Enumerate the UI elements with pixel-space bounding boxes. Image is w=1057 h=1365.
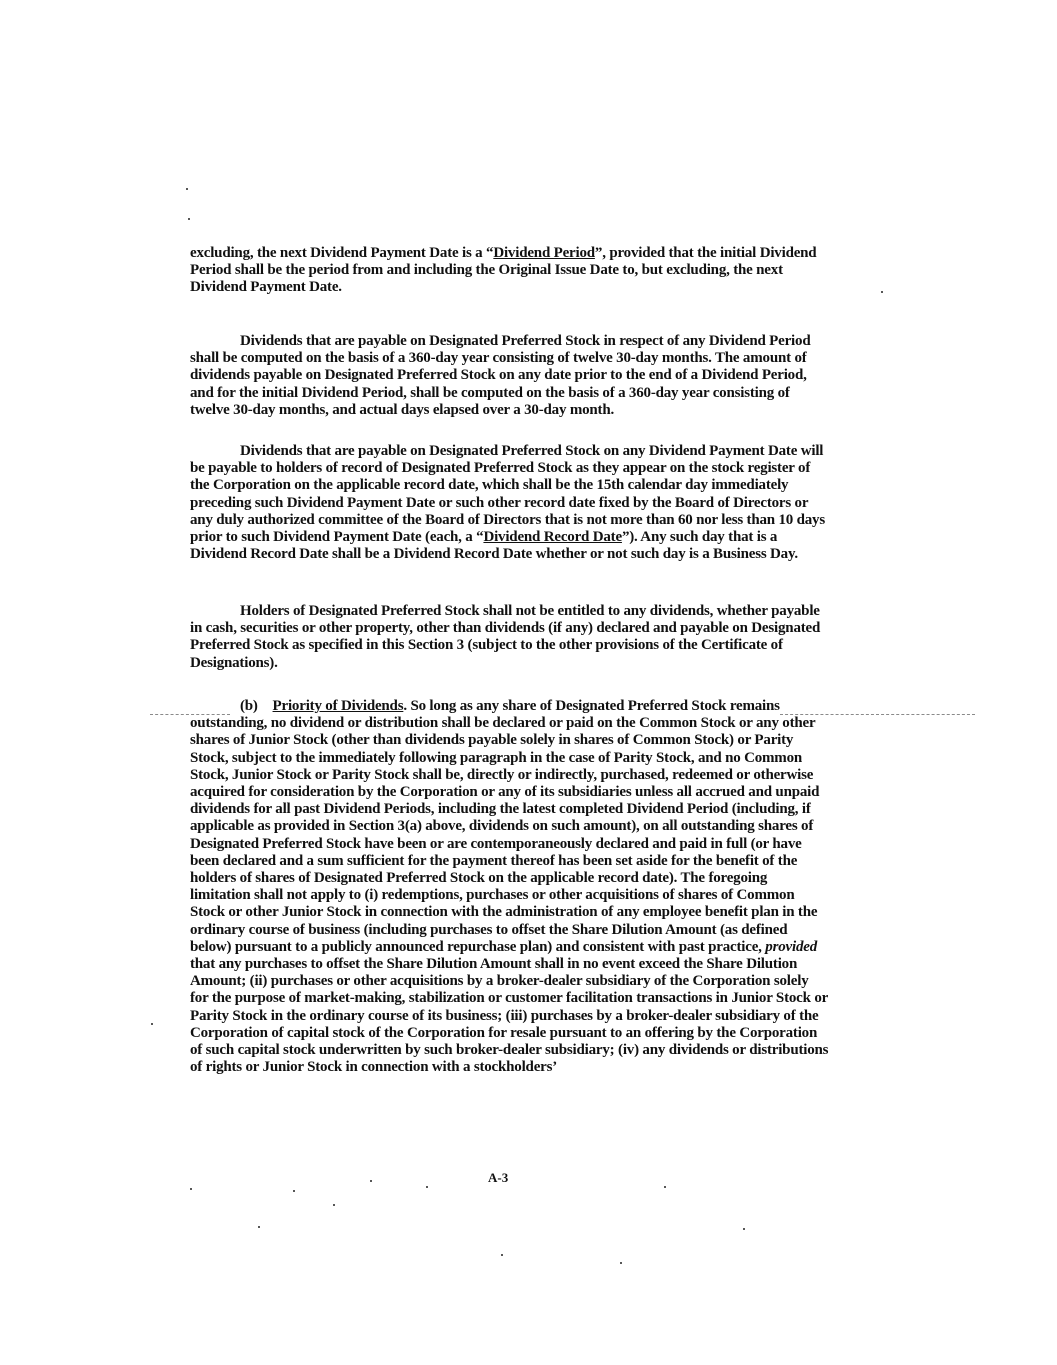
scan-speck [333,1204,335,1206]
paragraph-dividend-record [190,443,830,563]
paragraph-text: excluding, the next Dividend Payment Date is a “ [190,245,494,261]
scan-speck [743,1228,745,1230]
paragraph-dividend-period [190,245,830,297]
scan-speck [186,188,188,190]
paragraph-text: ”). Any such day that is a Dividend Record Date shall be a Dividend Record Date whether or not such day is a Business Day. [190,529,798,563]
paragraph-text: Dividends that are payable on Designated Preferred Stock on any Dividend Payment Date will be payable to holders of record of Designated Preferred Stock as they appear on the stock register of the Corporation on the applicable record date, which shall be the 15th calendar day immediately preceding such Dividend Payment Date or such other record date fixed by the Board of Directors or any duly authorized committee of the Board of Directors that is not more than 60 nor less than 10 days prior to such Dividend Payment Date (each, a “ [190,443,825,546]
paragraph-text: ”, provided that the initial Dividend Period shall be the period from and including the Original Issue Date to, but excluding, the next Dividend Payment Date. [190,245,817,296]
scan-speck [664,1186,666,1188]
italic-provided: provided [765,938,818,955]
scan-speck [293,1190,295,1192]
scan-speck [370,1180,372,1182]
scan-speck [426,1186,428,1188]
paragraph-holders-entitlement: Holders of Designated Preferred Stock shall not be entitled to any dividends, whether payable in cash, securities or other property, other than dividends (if any) declared and payable on Designated Preferred Stock as specified in this Section 3 (subject to the other provisions of the Certificate of Designations). [190,603,821,671]
scan-speck [620,1262,622,1264]
section-label: (b) [240,698,258,714]
scan-speck [151,1023,153,1025]
scan-speck [501,1254,503,1256]
defined-term-dividend-record-date: Dividend Record Date [483,529,622,546]
scan-speck [258,1226,260,1228]
paragraph-priority-of-dividends [190,698,830,1076]
paragraph-text: that any purchases to offset the Share Dilution Amount shall in no event exceed the Share Dilution Amount; (ii) purchases or other acquisitions by a broker-dealer subsidiary of the Corporation solely for the purpose of market-making, stabilization or customer facilitation transactions in Junior Stock or Parity Stock in the ordinary course of its business; (iii) purchases by a broker-dealer subsidiary of the Corporation of capital stock of the Corporation for resale pursuant to an offering by the Corporation of such capital stock underwritten by such broker-dealer subsidiary; (iv) any dividends or distributions of rights or Junior Stock in connection with a stockholders’ [190,956,829,1076]
defined-term-dividend-period: Dividend Period [493,245,595,261]
section-heading-priority-of-dividends: Priority of Dividends [272,698,404,714]
paragraph-dividend-computation: Dividends that are payable on Designated Preferred Stock in respect of any Dividend Period shall be computed on the basis of a 360-day year consisting of twelve 30-day months. The amount of dividends payable on Designated Preferred Stock on any date prior to the end of a Dividend Period, and for the initial Dividend Period, shall be computed on the basis of a 360-day year consisting of twelve 30-day months, and actual days elapsed over a 30-day month. [190,333,811,418]
scan-speck [190,1188,192,1190]
scan-speck [188,218,190,220]
page-number: A-3 [488,1170,509,1185]
scan-speck [881,291,883,293]
paragraph-text: . So long as any share of Designated Preferred Stock remains outstanding, no dividend or distribution shall be declared or paid on the Common Stock or any other shares of Junior Stock (other than dividends payable solely in shares of Common Stock) or Parity Stock, subject to the immediately following paragraph in the case of Parity Stock, and no Common Stock, Junior Stock or Parity Stock shall be, directly or indirectly, purchased, redeemed or otherwise acquired for consideration by the Corporation or any of its subsidiaries unless all accrued and unpaid dividends for all past Dividend Periods, including the latest completed Dividend Period (including, if applicable as provided in Section 3(a) above, dividends on such amount), on all outstanding shares of Designated Preferred Stock have been or are contemporaneously declared and paid in full (or have been declared and a sum sufficient for the payment thereof has been set aside for the benefit of the holders of shares of Designated Preferred Stock on the applicable record date). The foregoing limitation shall not apply to (i) redemptions, purchases or other acquisitions of shares of Common Stock or other Junior Stock in connection with the administration of any employee benefit plan in the ordinary course of business (including purchases to offset the Share Dilution Amount (as defined below) pursuant to a publicly announced repurchase plan) and consistent with past practice, [190,698,820,955]
